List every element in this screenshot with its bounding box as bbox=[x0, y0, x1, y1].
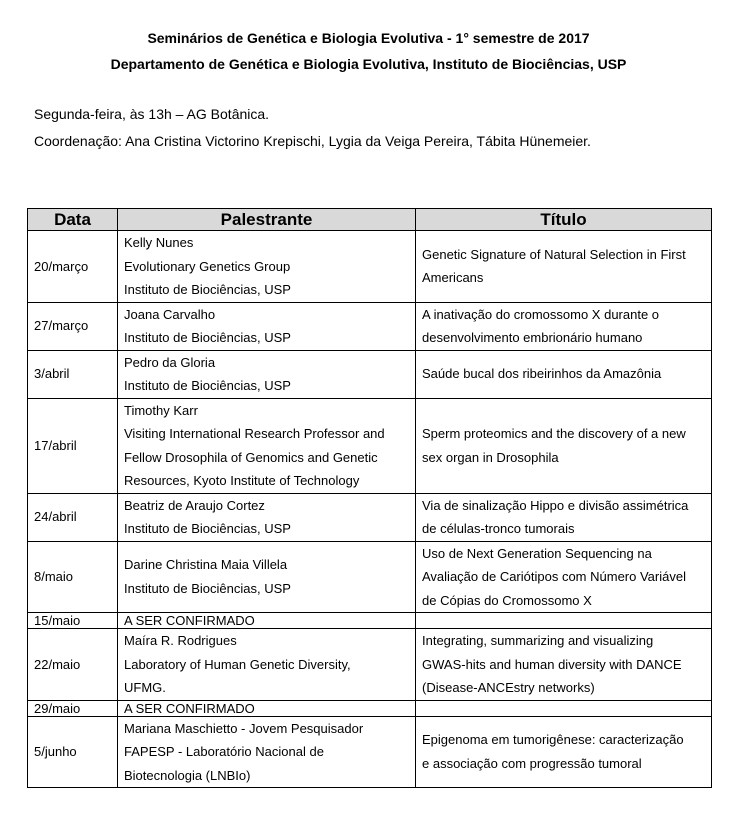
speaker-line: FAPESP - Laboratório Nacional de bbox=[124, 744, 324, 759]
cell-date: 20/março bbox=[28, 231, 118, 303]
cell-date: 24/abril bbox=[28, 493, 118, 541]
speaker-line: Fellow Drosophila of Genomics and Genetic bbox=[124, 449, 378, 465]
speaker-line: UFMG. bbox=[124, 680, 166, 695]
speaker-line: A SER CONFIRMADO bbox=[124, 700, 255, 716]
document-subtitle: Departamento de Genética e Biologia Evolutiva, Instituto de Biociências, USP bbox=[110, 56, 627, 72]
speaker-line: Resources, Kyoto Institute of Technology bbox=[124, 473, 360, 488]
cell-speaker bbox=[118, 398, 416, 493]
speaker-line: Instituto de Biociências, USP bbox=[124, 580, 291, 596]
table-row bbox=[28, 493, 712, 541]
title-line: Saúde bucal dos ribeirinhos da Amazônia bbox=[422, 366, 662, 382]
cell-speaker bbox=[118, 716, 416, 788]
speaker-line: Timothy Karr bbox=[124, 402, 198, 418]
header-speaker: Palestrante bbox=[118, 209, 416, 231]
title-line: GWAS-hits and human diversity with DANCE bbox=[422, 656, 682, 672]
speaker-line: Joana Carvalho bbox=[124, 306, 216, 322]
schedule-info: Segunda-feira, às 13h – AG Botânica. bbox=[34, 106, 270, 122]
cell-speaker bbox=[118, 493, 416, 541]
table-row bbox=[28, 231, 712, 303]
title-line: (Disease-ANCEstry networks) bbox=[422, 680, 595, 695]
speaker-line: Mariana Maschietto - Jovem Pesquisador bbox=[124, 720, 364, 736]
cell-speaker bbox=[118, 613, 416, 629]
table-row bbox=[28, 302, 712, 350]
cell-title bbox=[416, 700, 712, 716]
cell-title bbox=[416, 398, 712, 493]
speaker-line: Visiting International Research Professor and bbox=[124, 426, 385, 441]
cell-title bbox=[416, 613, 712, 629]
title-line: Sperm proteomics and the discovery of a new bbox=[422, 426, 686, 441]
cell-title bbox=[416, 493, 712, 541]
title-line: desenvolvimento embrionário humano bbox=[422, 330, 643, 345]
cell-date: 8/maio bbox=[28, 541, 118, 613]
title-line: Integrating, summarizing and visualizing bbox=[422, 633, 654, 648]
cell-speaker bbox=[118, 700, 416, 716]
table-row bbox=[28, 350, 712, 398]
title-line: A inativação do cromossomo X durante o bbox=[422, 306, 660, 322]
cell-date: 29/maio bbox=[28, 700, 118, 716]
speaker-line: Pedro da Gloria bbox=[124, 354, 216, 370]
title-line: Epigenoma em tumorigênese: caracterização bbox=[422, 732, 684, 748]
cell-date: 3/abril bbox=[28, 350, 118, 398]
cell-date: 27/março bbox=[28, 302, 118, 350]
table-row bbox=[28, 613, 712, 629]
speaker-line: Maíra R. Rodrigues bbox=[124, 633, 237, 648]
cell-speaker bbox=[118, 231, 416, 303]
speaker-line: Darine Christina Maia Villela bbox=[124, 557, 288, 573]
seminar-schedule-table bbox=[27, 208, 712, 788]
cell-title bbox=[416, 716, 712, 788]
cell-date: 22/maio bbox=[28, 629, 118, 701]
cell-speaker bbox=[118, 629, 416, 701]
cell-speaker bbox=[118, 302, 416, 350]
table-row bbox=[28, 700, 712, 716]
cell-title bbox=[416, 350, 712, 398]
table-row bbox=[28, 716, 712, 788]
cell-date: 5/junho bbox=[28, 716, 118, 788]
speaker-line: Instituto de Biociências, USP bbox=[124, 378, 291, 393]
header-date: Data bbox=[28, 209, 118, 231]
speaker-line: Beatriz de Araujo Cortez bbox=[124, 497, 265, 513]
speaker-line: Kelly Nunes bbox=[124, 235, 194, 250]
speaker-line: Evolutionary Genetics Group bbox=[124, 258, 291, 274]
title-line: sex organ in Drosophila bbox=[422, 449, 559, 465]
speaker-line: Biotecnologia (LNBIo) bbox=[124, 767, 251, 783]
title-line: Genetic Signature of Natural Selection in First bbox=[422, 246, 686, 262]
coordination-info: Coordenação: Ana Cristina Victorino Krepischi, Lygia da Veiga Pereira, Tábita Hünemeier. bbox=[34, 133, 591, 149]
cell-date: 15/maio bbox=[28, 613, 118, 629]
cell-date: 17/abril bbox=[28, 398, 118, 493]
speaker-line: Instituto de Biociências, USP bbox=[124, 330, 291, 345]
table-row bbox=[28, 629, 712, 701]
title-line: e associação com progressão tumoral bbox=[422, 755, 642, 771]
cell-speaker bbox=[118, 541, 416, 613]
speaker-line: Instituto de Biociências, USP bbox=[124, 521, 291, 536]
title-line: Avaliação de Cariótipos com Número Variável bbox=[422, 569, 686, 584]
title-line: Uso de Next Generation Sequencing na bbox=[422, 545, 652, 561]
cell-title bbox=[416, 231, 712, 303]
title-line: Americans bbox=[422, 270, 484, 286]
cell-title bbox=[416, 302, 712, 350]
document-title: Seminários de Genética e Biologia Evolutiva - 1° semestre de 2017 bbox=[147, 30, 590, 46]
speaker-line: Instituto de Biociências, USP bbox=[124, 282, 291, 297]
speaker-line: Laboratory of Human Genetic Diversity, bbox=[124, 656, 351, 672]
cell-speaker bbox=[118, 350, 416, 398]
table-row bbox=[28, 541, 712, 613]
title-line: Via de sinalização Hippo e divisão assimétrica bbox=[422, 497, 689, 513]
header-title: Título bbox=[416, 209, 712, 231]
speaker-line: A SER CONFIRMADO bbox=[124, 613, 255, 628]
table-header-row bbox=[28, 209, 712, 231]
title-line: de células-tronco tumorais bbox=[422, 521, 575, 536]
title-line: de Cópias do Cromossomo X bbox=[422, 592, 592, 608]
cell-title bbox=[416, 629, 712, 701]
table-row bbox=[28, 398, 712, 493]
cell-title bbox=[416, 541, 712, 613]
